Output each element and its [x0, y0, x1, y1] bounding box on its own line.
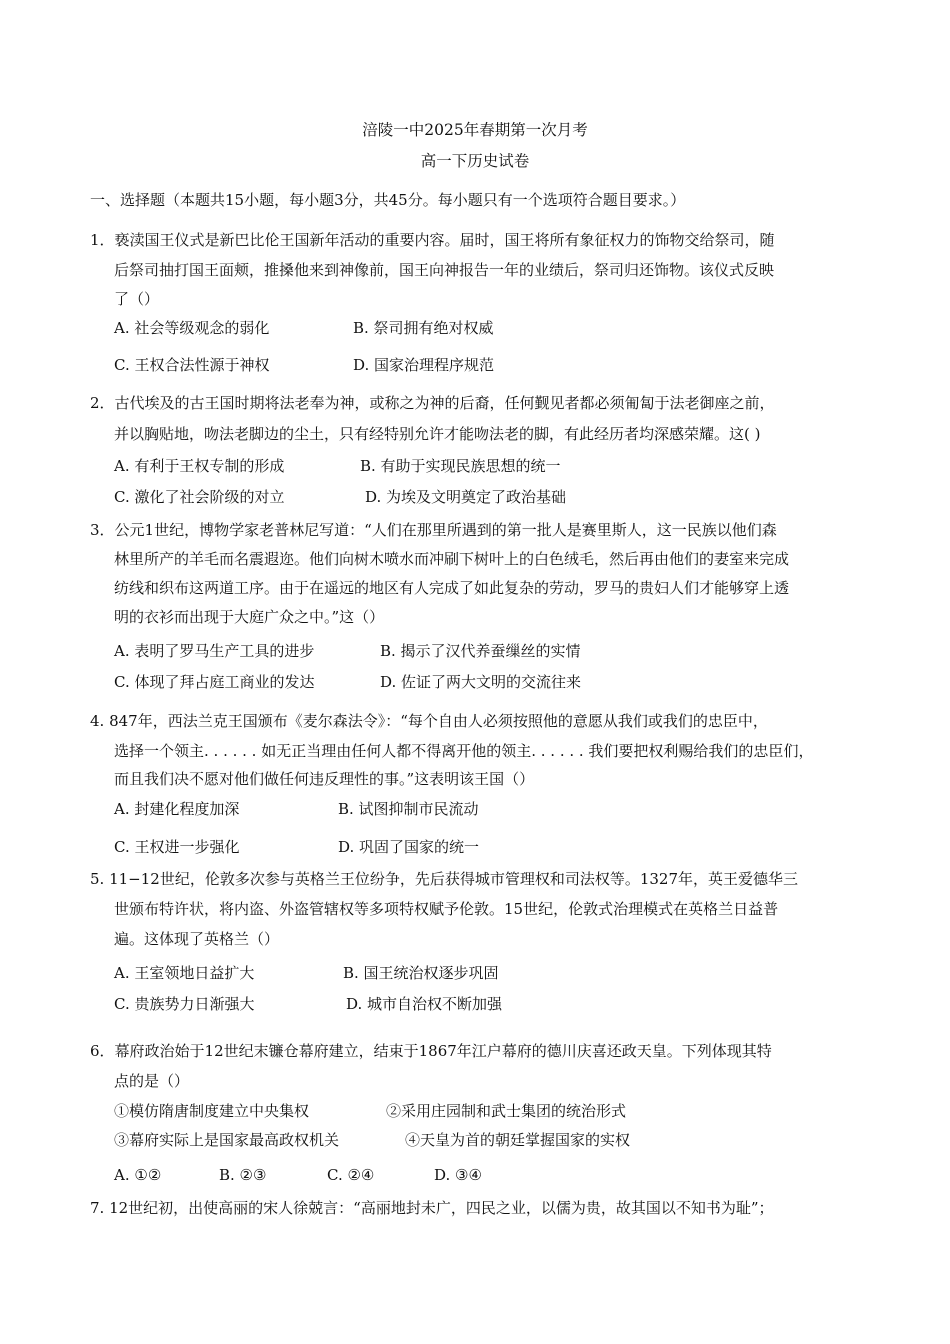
option-a: A. 表明了罗马生产工具的进步 [114, 642, 315, 660]
option-c: C. 贵族势力日渐强大 [114, 995, 255, 1013]
question-line: 4. 847年，西法兰克王国颁布《麦尔森法令》：“每个自由人必须按照他的意愿从我们或我们的忠臣中， [90, 712, 768, 730]
option-c: C. 王权合法性源于神权 [114, 356, 270, 374]
option-d: D. 城市自治权不断加强 [346, 995, 503, 1013]
exam-subtitle: 高一下历史试卷 [420, 152, 530, 170]
option-c: C. 王权进一步强化 [114, 838, 240, 856]
option-c: C. 体现了拜占庭工商业的发达 [114, 673, 315, 691]
question-line: 遍。这体现了英格兰（） [114, 930, 280, 948]
option-d: D. 佐证了两大文明的交流往来 [380, 673, 582, 691]
option-d: D. ③④ [434, 1166, 482, 1184]
option-b: B. 有助于实现民族思想的统一 [360, 457, 561, 475]
question-line: 并以胸贴地，吻法老脚边的尘土，只有经特别允许才能吻法老的脚，有此经历者均深感荣耀。这( ) [114, 425, 761, 443]
question-line: 6．幕府政治始于12世纪末镰仓幕府建立，结束于1867年江户幕府的德川庆喜还政天皇。下列体现其特 [90, 1042, 772, 1060]
question-line: 后祭司抽打国王面颊，推搡他来到神像前，国王向神报告一年的业绩后，祭司归还饰物。该仪式反映 [114, 261, 775, 279]
question-line: 明的衣衫而出现于大庭广众之中。”这（） [114, 608, 385, 626]
exam-title: 涪陵一中2025年春期第一次月考 [362, 121, 588, 139]
statement-1: ①模仿隋唐制度建立中央集权 [114, 1102, 310, 1120]
statement-4: ④天皇为首的朝廷掌握国家的实权 [405, 1131, 631, 1149]
option-d: D. 为埃及文明奠定了政治基础 [365, 488, 567, 506]
option-c: C. ②④ [327, 1166, 375, 1184]
question-line: 选择一个领主. . . . . . 如无正当理由任何人都不得离开他的领主. . . . . . 我们要把权利赐给我们的忠臣们， [114, 742, 814, 760]
option-a: A. 有利于王权专制的形成 [114, 457, 285, 475]
question-line: 了（） [114, 290, 160, 308]
option-c: C. 激化了社会阶级的对立 [114, 488, 285, 506]
option-b: B. 揭示了汉代养蚕缫丝的实情 [380, 642, 581, 660]
question-line: 2．古代埃及的古王国时期将法老奉为神，或称之为神的后裔，任何觐见者都必须匍匐于法老御座之前， [90, 394, 775, 412]
question-line: 点的是（） [114, 1072, 190, 1090]
question-line: 世颁布特许状，将内盗、外盗管辖权等多项特权赋予伦敦。15世纪，伦敦式治理模式在英格兰日益普 [114, 900, 779, 918]
section-heading: 一、选择题（本题共15小题，每小题3分，共45分。每小题只有一个选项符合题目要求。） [90, 191, 686, 209]
statement-3: ③幕府实际上是国家最高政权机关 [114, 1131, 340, 1149]
option-b: B. 国王统治权逐步巩固 [343, 964, 499, 982]
option-b: B. 祭司拥有绝对权威 [353, 319, 494, 337]
question-line: 7. 12世纪初，出使高丽的宋人徐兢言：“高丽地封未广，四民之业，以儒为贵，故其国以不知书为耻”； [90, 1199, 774, 1217]
option-d: D. 国家治理程序规范 [353, 356, 495, 374]
option-a: A. 社会等级观念的弱化 [114, 319, 270, 337]
option-a: A. ①② [114, 1166, 162, 1184]
question-line: 1．亵渎国王仪式是新巴比伦王国新年活动的重要内容。届时，国王将所有象征权力的饰物交给祭司，随 [90, 231, 775, 249]
option-b: B. 试图抑制市民流动 [338, 800, 479, 818]
question-line: 3．公元1世纪，博物学家老普林尼写道：“人们在那里所遇到的第一批人是赛里斯人，这一民族以他们森 [90, 521, 777, 539]
option-b: B. ②③ [219, 1166, 267, 1184]
question-line: 纺线和织布这两道工序。由于在遥远的地区有人完成了如此复杂的劳动，罗马的贵妇人们才能够穿上透 [114, 579, 790, 597]
option-d: D. 巩固了国家的统一 [338, 838, 480, 856]
option-a: A. 封建化程度加深 [114, 800, 240, 818]
statement-2: ②采用庄园制和武士集团的统治形式 [386, 1102, 627, 1120]
question-line: 而且我们决不愿对他们做任何违反理性的事。”这表明该王国（） [114, 770, 535, 788]
question-line: 林里所产的羊毛而名震遐迩。他们向树木喷水而冲刷下树叶上的白色绒毛，然后再由他们的妻室来完成 [114, 550, 790, 568]
question-line: 5. 11−12世纪，伦敦多次参与英格兰王位纷争，先后获得城市管理权和司法权等。1327年，英王爱德华三 [90, 870, 798, 888]
option-a: A. 王室领地日益扩大 [114, 964, 255, 982]
